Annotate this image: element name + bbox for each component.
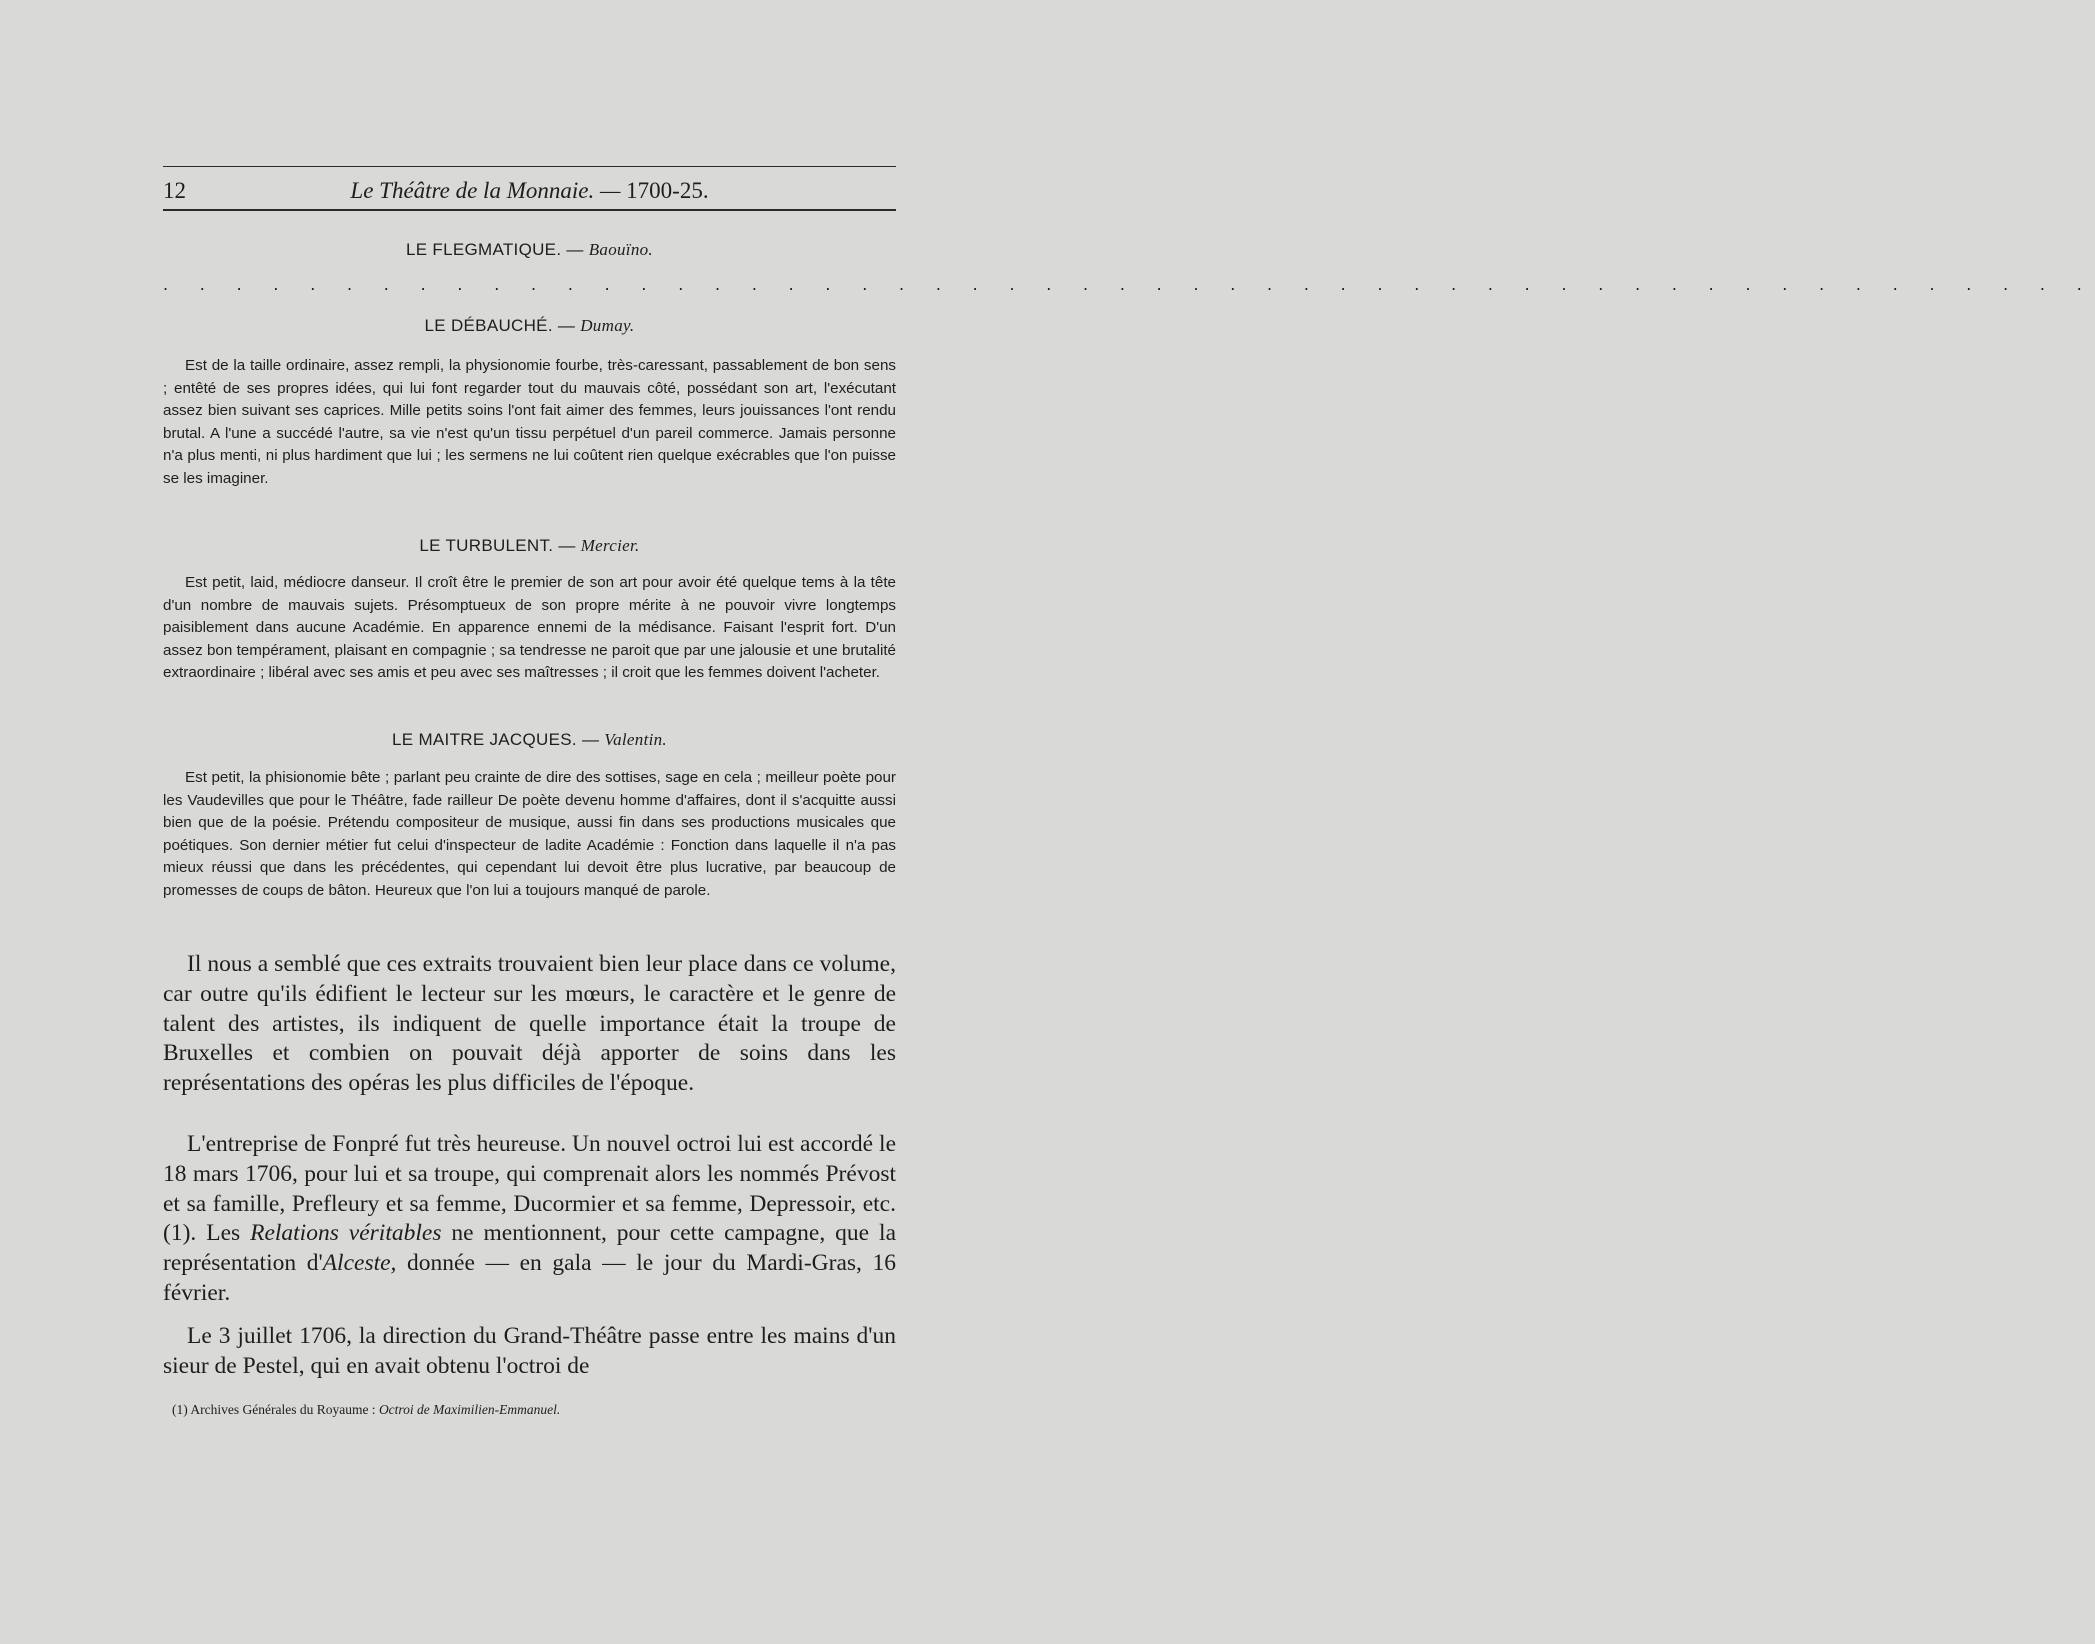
role-name: LE MAITRE JACQUES. bbox=[392, 730, 577, 749]
actor-name: Dumay. bbox=[580, 316, 635, 335]
section-heading-flegmatique bbox=[163, 240, 896, 260]
title-dash: — bbox=[599, 178, 621, 203]
portrait-maitre-jacques: Est petit, la phisionomie bête ; parlant peu crainte de dire des sottises, sage en cela ; meilleur poète pour les Vaudevilles que pour le Théâtre, fade railleur De poète devenu homme d'affaires, dont il s'acquitte aussi bien que de la poésie. Prétendu compositeur de musique, aussi fin dans ses productions musicales que poétiques. Son dernier métier fut celui d'inspecteur de ladite Académie : Fonction dans laquelle il n'a pas mieux réussi que dans les précédentes, qui cependant lui devoit être plus lucrative, par beaucoup de promesses de coups de bâton. Heureux que l'on lui a toujours manqué de parole. bbox=[163, 769, 896, 899]
section-heading-debauche bbox=[163, 316, 896, 336]
heading-dash: — bbox=[557, 316, 576, 335]
body-paragraph-3: Le 3 juillet 1706, la direction du Grand-Théâtre passe entre les mains d'un sieur de Pestel, qui en avait obtenu l'octroi de bbox=[163, 1323, 896, 1379]
ellipsis-line: . . . . . . . . . . . . . . . . . . . . . . . . . . . . . . . . . . . . . . . . . . . . . . . . . . . . . bbox=[163, 274, 2095, 294]
role-name: LE DÉBAUCHÉ. bbox=[424, 316, 553, 335]
page-number: 12 bbox=[163, 178, 186, 203]
section-heading-turbulent bbox=[163, 536, 896, 556]
running-header bbox=[163, 178, 896, 206]
book-title: Le Théâtre de la Monnaie. bbox=[350, 178, 595, 203]
heading-dash: — bbox=[558, 536, 576, 555]
header-top-rule bbox=[163, 166, 896, 167]
body-paragraph-2: L'entreprise de Fonpré fut très heureuse. Un nouvel octroi lui est accordé le 18 mars 1706, pour lui et sa troupe, qui comprenait alors les nommés Prévost et sa famille, Prefleury et sa femme, Ducormier et sa femme, Depressoir, etc. (1). Les Relations véritables ne mentionnent, pour cette campagne, que la représentation d'Alceste, donnée — en gala — le jour du Mardi-Gras, 16 février. bbox=[163, 1131, 897, 1306]
footnote bbox=[172, 1402, 872, 1418]
italic-title-alceste: Alceste, bbox=[322, 1250, 397, 1277]
portrait-turbulent: Est petit, laid, médiocre danseur. Il croît être le premier de son art pour avoir été quelque tems à la tête d'un nombre de mauvais sujets. Présomptueux de son propre mérite à ne pouvoir vivre longtemps paisiblement dans aucune Académie. En apparence ennemi de la médisance. Faisant l'esprit fort. D'un assez bon tempérament, plaisant en compagnie ; sa tendresse ne paroit que par une jalousie et une brutalité extraordinaire ; libéral avec ses amis et peu avec ses maîtresses ; il croit que les femmes doivent l'acheter. bbox=[163, 574, 896, 682]
actor-name: Mercier. bbox=[580, 536, 640, 555]
section-heading-maitre-jacques bbox=[163, 730, 896, 750]
actor-name: Baouïno. bbox=[588, 240, 653, 259]
body-paragraph-1: Il nous a semblé que ces extraits trouvaient bien leur place dans ce volume, car outre qu'ils édifient le lecteur sur les mœurs, le caractère et le genre de talent des artistes, ils indiquent de quelle importance était la troupe de Bruxelles et combien on pouvait déjà apporter de soins dans les représentations des opéras les plus difficiles de l'époque. bbox=[163, 951, 896, 1097]
heading-dash: — bbox=[566, 240, 584, 259]
role-name: LE TURBULENT. bbox=[419, 536, 554, 555]
heading-dash: — bbox=[581, 730, 600, 749]
footnote-italic: Octroi de Maximilien-Emmanuel. bbox=[378, 1402, 561, 1417]
portrait-debauche: Est de la taille ordinaire, assez rempli, la physionomie fourbe, très-caressant, passablement de bon sens ; entêté de ses propres idées, qui lui font regarder tout du mauvais côté, possédant son art, l'exécutant assez bien suivant ses caprices. Mille petits soins l'ont fait aimer des femmes, leurs jouissances l'ont rendu brutal. A l'une a succédé l'autre, sa vie n'est qu'un tissu perpétuel d'un pareil commerce. Jamais personne n'a plus menti, ni plus hardiment que lui ; les sermens ne lui coûtent rien quelque exécrables que l'on puisse se les imaginer. bbox=[163, 357, 896, 487]
actor-name: Valentin. bbox=[604, 730, 667, 749]
header-bottom-rule bbox=[163, 209, 896, 211]
role-name: LE FLEGMATIQUE. bbox=[406, 240, 562, 259]
footnote-text: (1) Archives Générales du Royaume : bbox=[172, 1402, 379, 1417]
italic-title-relations: Relations véritables bbox=[250, 1220, 442, 1247]
running-title bbox=[163, 178, 896, 204]
title-years: 1700-25. bbox=[626, 178, 709, 203]
